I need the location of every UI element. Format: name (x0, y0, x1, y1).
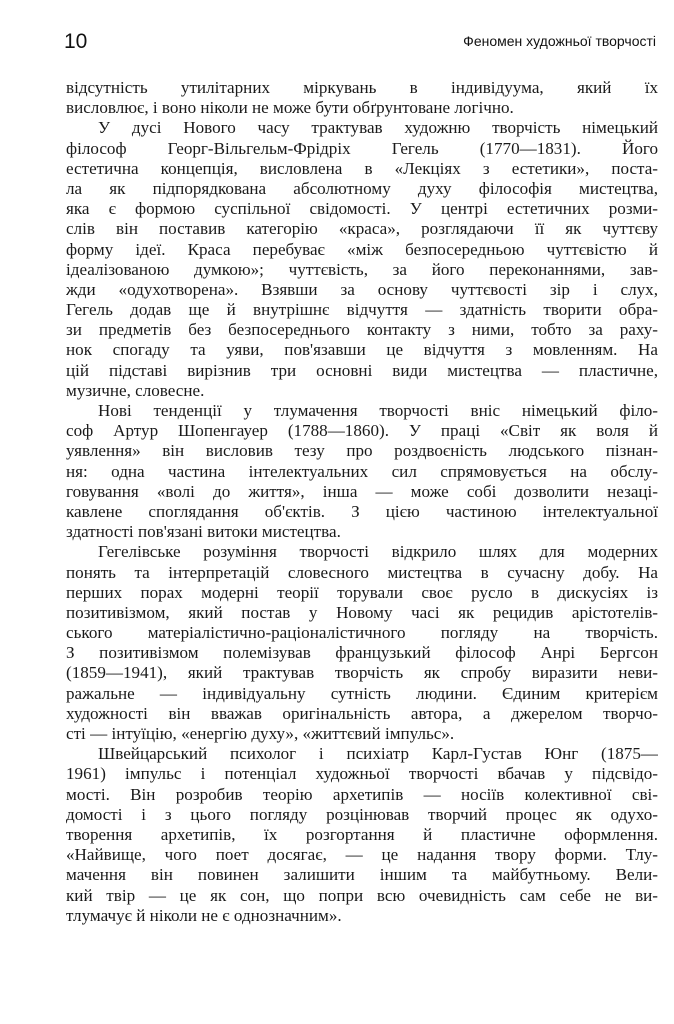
body-text (66, 78, 658, 926)
text-line: кий твір — це як сон, що попри всю очевидність сам себе не ви- (66, 885, 658, 905)
text-line: ського матеріалістично-раціоналістичного погляду на творчість. (66, 623, 658, 643)
text-line: здатності пов'язані витоки мистецтва. (66, 522, 341, 542)
text-line: висловлює, і воно ніколи не може бути обґрунтоване логічно. (66, 98, 514, 118)
text-line: мості. Він розробив теорію архетипів — носіїв колективної сві- (66, 784, 658, 804)
text-line: слів він поставив категорію «краса», розглядаючи її як чуттєву (66, 219, 658, 239)
text-line: сті — інтуїцію, «енергію духу», «життєвий імпульс». (66, 724, 455, 743)
text-line: художності він вважав оригінальність автора, а джерелом творчо- (66, 703, 658, 723)
text-line: ідеалізованою думкою»; чуттєвість, за його переконаннями, зав- (66, 259, 658, 279)
text-line: Швейцарський психолог і психіатр Карл-Густав Юнг (1875— (98, 744, 658, 764)
text-line: творення архетипів, їх розгортання й пластичне оформлення. (66, 824, 658, 844)
text-line: перших порах модерні теорії торували своє русло в дискусіях із (66, 582, 658, 602)
text-line: філософ Георг-Вільгельм-Фрідріх Гегель (1770—1831). Його (66, 138, 658, 158)
text-line: кавлене споглядання об'єктів. З цією частиною інтелектуальної (66, 501, 658, 521)
page-number: 10 (64, 30, 88, 53)
text-line: ражальне — індивідуальну сутність людини. Єдиним критерієм (66, 683, 658, 703)
text-line: Нові тенденції у тлумачення творчості вніс німецький філо- (98, 401, 658, 420)
text-line: З позитивізмом полемізував французький філософ Анрі Бергсон (66, 643, 658, 663)
text-line: яка є формою суспільної свідомості. У центрі естетичних розми- (66, 199, 658, 219)
paragraph (66, 118, 658, 401)
text-line: уявлення» він висловив тезу про роздвоєність людського пізнан- (66, 441, 658, 461)
paragraph (66, 401, 658, 542)
text-line: мачення він повинен залишити іншим та майбутньому. Вели- (66, 865, 658, 885)
text-line: соф Артур Шопенгауер (1788—1860). У праці «Світ як воля й (66, 421, 658, 441)
paragraph (66, 542, 658, 744)
text-line: позитивізмом, який постав у Новому часі як рецидив арістотелів- (66, 602, 658, 622)
text-line: музичне, словесне. (66, 380, 205, 400)
text-line: понять та інтерпретацій словесного мистецтва в сучасну добу. На (66, 562, 658, 582)
text-line: ла як підпорядкована абсолютному духу філософія мистецтва, (66, 178, 658, 198)
running-title: Феномен художньої творчості (463, 33, 656, 49)
text-line: говування «волі до життя», інша — може собі дозволити незацi- (66, 481, 658, 501)
page-header (0, 0, 674, 80)
text-line: нок спогаду та уяви, пов'язавши це відчуття з мовленням. На (66, 340, 658, 360)
text-line: У дусі Нового часу трактував художню творчість німецький (98, 118, 658, 138)
text-line: зи предметів без безпосереднього контакту з ними, тобто за раху- (66, 320, 658, 340)
paragraph (66, 744, 658, 926)
text-line: «Найвище, чого поет досягає, — це надання твору форми. Тлу- (66, 845, 658, 865)
text-line: (1859—1941), який трактував творчість як спробу виразити неви- (66, 663, 658, 683)
text-line: Гегелівське розуміння творчості відкрило шлях для модерних (98, 542, 658, 562)
text-line: тлумачує й ніколи не є однозначним». (66, 905, 342, 925)
text-line: форму ідеї. Краса перебуває «між безпосередньою чуттєвістю й (66, 239, 658, 259)
text-line: домості і з цього погляду розцінював творчий процес як одухо- (66, 804, 658, 824)
text-line: Гегель додав ще й внутрішнє відчуття — здатність творити обра- (66, 300, 658, 320)
paragraph (66, 78, 658, 118)
text-line: жди «одухотворена». Взявши за основу чуттєвості зір і слух, (66, 279, 658, 299)
text-line: естетична концепція, висловлена в «Лекціях з естетики», поста- (66, 158, 658, 178)
text-line: цій підставі вирізнив три основні види мистецтва — пластичне, (66, 360, 658, 380)
text-line: ня: одна частина інтелектуальних сил спрямовується на обслу- (66, 461, 658, 481)
text-line: відсутність утилітарних міркувань в індивідуума, який їх (66, 78, 658, 97)
text-line: 1961) імпульс і потенціал художньої творчості вбачав у підсвідо- (66, 764, 658, 784)
